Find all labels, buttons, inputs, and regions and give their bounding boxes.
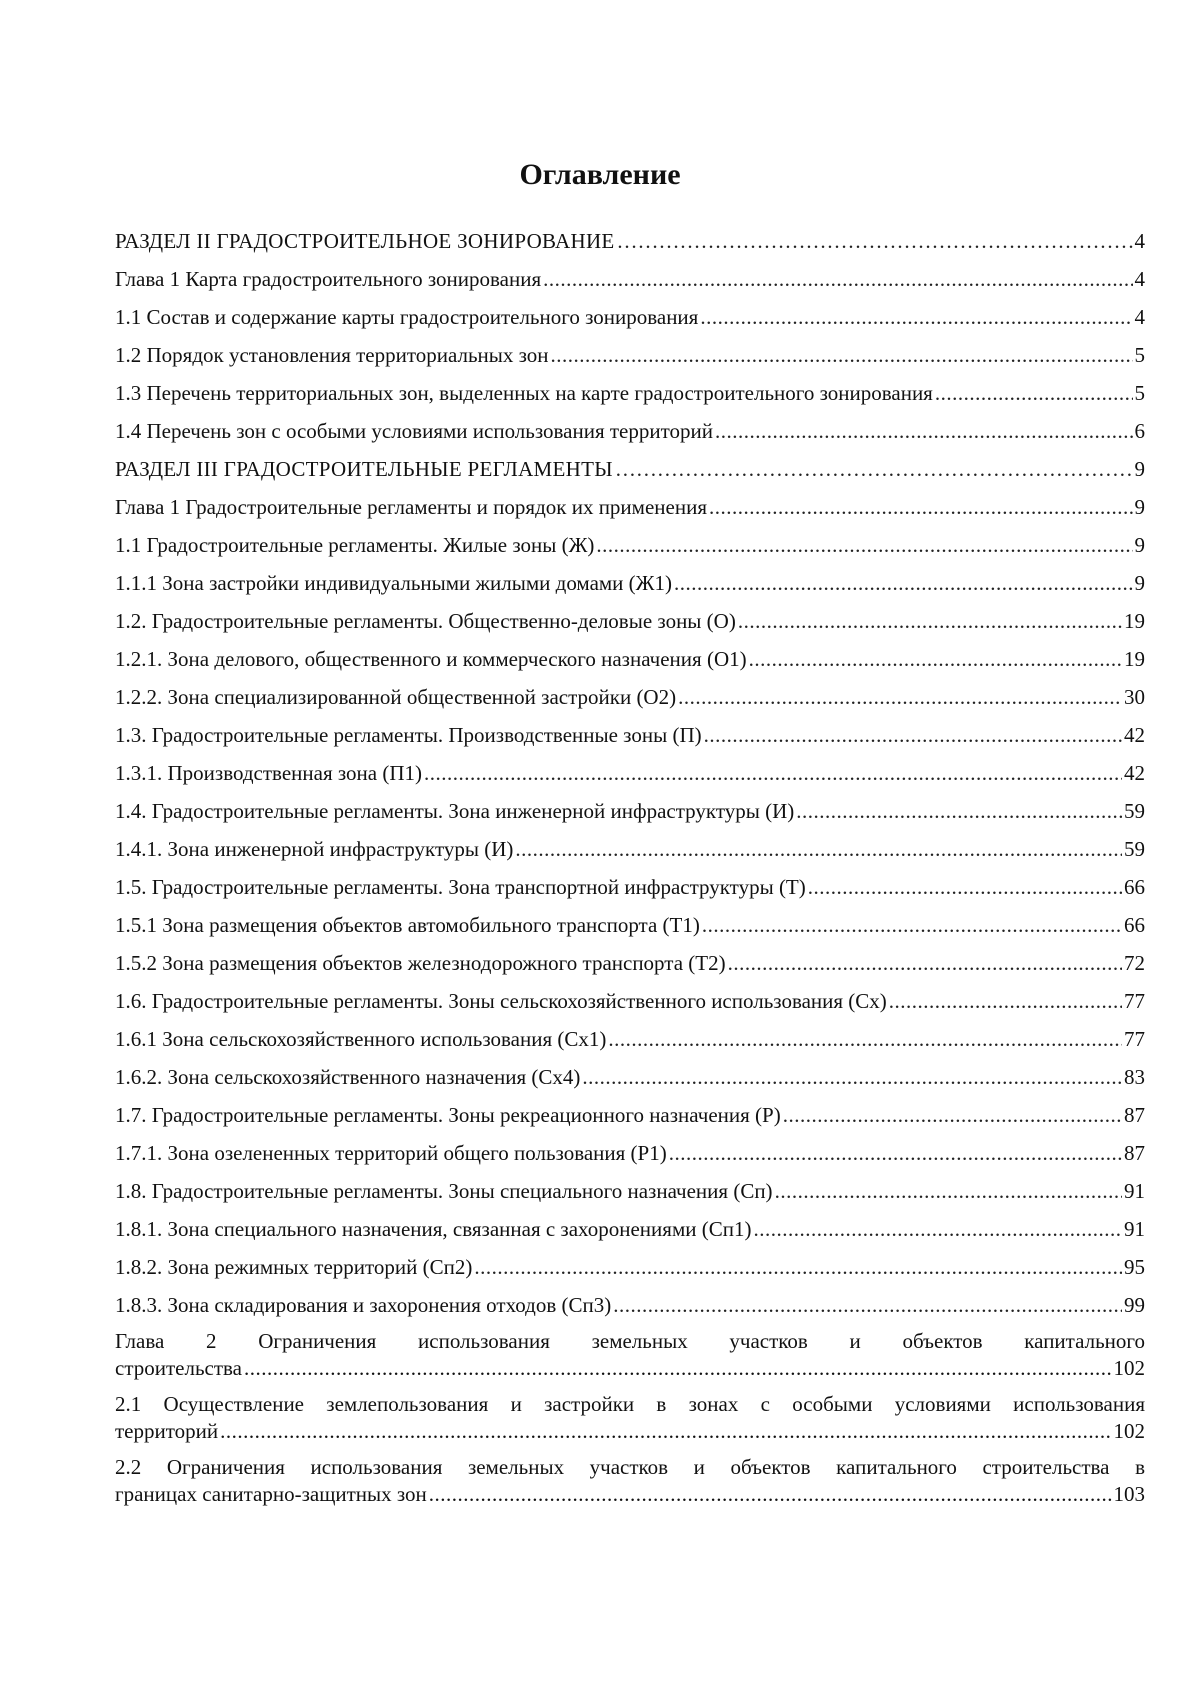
toc-leader-dots	[796, 792, 1122, 830]
toc-entry-page: 87	[1124, 1141, 1145, 1165]
toc-entry[interactable]	[115, 1020, 1145, 1058]
toc-entry-page: 103	[1113, 1482, 1145, 1506]
toc-entry-page: 102	[1113, 1419, 1145, 1443]
toc-entry-page: 72	[1124, 951, 1145, 975]
toc-entry-page: 5	[1134, 381, 1145, 405]
toc-entry[interactable]	[115, 488, 1145, 526]
toc-entry[interactable]	[115, 450, 1145, 488]
toc-entry-multiline[interactable]	[115, 1387, 1145, 1450]
toc-entry-page: 4	[1134, 229, 1145, 253]
toc-entry-page: 9	[1134, 571, 1145, 595]
toc-entry-label: РАЗДЕЛ II ГРАДОСТРОИТЕЛЬНОЕ ЗОНИРОВАНИЕ	[115, 229, 615, 253]
toc-entry[interactable]	[115, 944, 1145, 982]
toc-entry-label: 1.2 Порядок установления территориальных зон	[115, 343, 549, 367]
toc-leader-dots	[702, 906, 1122, 944]
toc-entry[interactable]	[115, 298, 1145, 336]
toc-leader-dots	[244, 1355, 1111, 1382]
toc-entry-page: 66	[1124, 913, 1145, 937]
toc-entry-label: 1.6.2. Зона сельскохозяйственного назначения (Сх4)	[115, 1065, 581, 1089]
toc-entry-page: 102	[1113, 1356, 1145, 1380]
toc-leader-dots	[613, 1286, 1122, 1324]
toc-entry-label: 1.7.1. Зона озелененных территорий общего пользования (Р1)	[115, 1141, 667, 1165]
toc-entry[interactable]	[115, 564, 1145, 602]
toc-entry-label: 1.2.2. Зона специализированной общественной застройки (О2)	[115, 685, 677, 709]
toc-leader-dots	[608, 1020, 1122, 1058]
toc-entry-label: 1.6. Градостроительные регламенты. Зоны сельскохозяйственного использования (Сх)	[115, 989, 887, 1013]
toc-entry[interactable]	[115, 412, 1145, 450]
toc-leader-dots	[935, 374, 1133, 412]
toc-entry-label-line1: Глава 2 Ограничения использования земельных участков и объектов капитального	[115, 1329, 1145, 1353]
toc-entry-label: РАЗДЕЛ III ГРАДОСТРОИТЕЛЬНЫЕ РЕГЛАМЕНТЫ	[115, 457, 613, 481]
toc-entry-label-line1: 2.1 Осуществление землепользования и застройки в зонах с особыми условиями использования	[115, 1392, 1145, 1416]
toc-leader-dots	[749, 640, 1122, 678]
toc-entry-page: 30	[1124, 685, 1145, 709]
toc-entry-label: 1.8.1. Зона специального назначения, связанная с захоронениями (Сп1)	[115, 1217, 752, 1241]
toc-entry-page: 4	[1134, 267, 1145, 291]
toc-entry-label: 1.8. Градостроительные регламенты. Зоны специального назначения (Сп)	[115, 1179, 773, 1203]
toc-entry[interactable]	[115, 1286, 1145, 1324]
toc-entry-label: 1.5.1 Зона размещения объектов автомобильного транспорта (Т1)	[115, 913, 700, 937]
toc-entry[interactable]	[115, 336, 1145, 374]
toc-entry-label: 1.4. Градостроительные регламенты. Зона инженерной инфраструктуры (И)	[115, 799, 795, 823]
toc-entry-label: 1.5. Градостроительные регламенты. Зона транспортной инфраструктуры (Т)	[115, 875, 806, 899]
toc-leader-dots	[474, 1248, 1122, 1286]
toc-entry-page: 42	[1124, 723, 1145, 747]
toc-entry-label: 1.1 Состав и содержание карты градостроительного зонирования	[115, 305, 699, 329]
toc-leader-dots	[515, 830, 1122, 868]
toc-entry-label: 1.4.1. Зона инженерной инфраструктуры (И)	[115, 837, 514, 861]
toc-entry-page: 42	[1124, 761, 1145, 785]
toc-entry-label: 1.1.1 Зона застройки индивидуальными жилыми домами (Ж1)	[115, 571, 672, 595]
toc-entry-label: 1.1 Градостроительные регламенты. Жилые зоны (Ж)	[115, 533, 595, 557]
toc-leader-dots	[596, 526, 1132, 564]
toc-entry-multiline[interactable]	[115, 1324, 1145, 1387]
toc-entry[interactable]	[115, 678, 1145, 716]
toc-entry-page: 5	[1134, 343, 1145, 367]
toc-entry-page: 83	[1124, 1065, 1145, 1089]
toc-leader-dots	[615, 450, 1133, 488]
toc-entry-label: 1.8.3. Зона складирования и захоронения отходов (Сп3)	[115, 1293, 612, 1317]
toc-leader-dots	[728, 944, 1122, 982]
toc-leader-dots	[543, 260, 1132, 298]
toc-entry-page: 59	[1124, 837, 1145, 861]
toc-leader-dots	[889, 982, 1122, 1020]
toc-entry[interactable]	[115, 1172, 1145, 1210]
toc-entry[interactable]	[115, 868, 1145, 906]
toc-leader-dots	[669, 1134, 1122, 1172]
toc-leader-dots	[617, 222, 1133, 260]
toc-entry-label: 1.2.1. Зона делового, общественного и коммерческого назначения (О1)	[115, 647, 747, 671]
toc-entry-page: 99	[1124, 1293, 1145, 1317]
toc-entry-page: 77	[1124, 989, 1145, 1013]
toc-entry-label-line2: строительства	[115, 1356, 243, 1380]
toc-entry[interactable]	[115, 792, 1145, 830]
toc-entry[interactable]	[115, 830, 1145, 868]
toc-entry-label: 1.8.2. Зона режимных территорий (Сп2)	[115, 1255, 473, 1279]
page-title: Оглавление	[519, 158, 681, 191]
toc-entry[interactable]	[115, 716, 1145, 754]
toc-entry[interactable]	[115, 1210, 1145, 1248]
toc-entry[interactable]	[115, 982, 1145, 1020]
toc-leader-dots	[753, 1210, 1122, 1248]
toc-leader-dots	[783, 1096, 1122, 1134]
toc-entry[interactable]	[115, 602, 1145, 640]
toc-entry-page: 59	[1124, 799, 1145, 823]
toc-entry-page: 66	[1124, 875, 1145, 899]
toc-entry-page: 95	[1124, 1255, 1145, 1279]
toc-entry[interactable]	[115, 1096, 1145, 1134]
toc-entry-label-line2: территорий	[115, 1419, 219, 1443]
toc-entry-label: 1.5.2 Зона размещения объектов железнодорожного транспорта (Т2)	[115, 951, 726, 975]
toc-entry[interactable]	[115, 754, 1145, 792]
toc-entry-page: 77	[1124, 1027, 1145, 1051]
toc-entry-label: 1.3.1. Производственная зона (П1)	[115, 761, 423, 785]
toc-entry-page: 91	[1124, 1179, 1145, 1203]
toc-entry[interactable]	[115, 640, 1145, 678]
toc-leader-dots	[551, 336, 1133, 374]
toc-entry-label: 1.2. Градостроительные регламенты. Общественно-деловые зоны (О)	[115, 609, 736, 633]
toc-leader-dots	[429, 1481, 1112, 1508]
toc-leader-dots	[678, 678, 1122, 716]
toc-leader-dots	[715, 412, 1133, 450]
toc-leader-dots	[808, 868, 1122, 906]
toc-entry-label-line1: 2.2 Ограничения использования земельных участков и объектов капитального строительства в	[115, 1455, 1145, 1479]
toc-entry[interactable]	[115, 1134, 1145, 1172]
toc-entry-page: 19	[1124, 647, 1145, 671]
toc-entry[interactable]	[115, 906, 1145, 944]
toc-entry[interactable]	[115, 526, 1145, 564]
toc-entry-page: 4	[1134, 305, 1145, 329]
toc-entry[interactable]	[115, 260, 1145, 298]
toc-entry-page: 87	[1124, 1103, 1145, 1127]
toc-entry-label: Глава 1 Карта градостроительного зонирования	[115, 267, 542, 291]
toc-entry-label: Глава 1 Градостроительные регламенты и порядок их применения	[115, 495, 707, 519]
toc-entry[interactable]	[115, 1058, 1145, 1096]
toc-entry-label: 1.6.1 Зона сельскохозяйственного использования (Сх1)	[115, 1027, 607, 1051]
toc-leader-dots	[709, 488, 1133, 526]
toc-entry-page: 19	[1124, 609, 1145, 633]
toc-entry-page: 9	[1134, 533, 1145, 557]
toc-entry-label: 1.3. Градостроительные регламенты. Производственные зоны (П)	[115, 723, 702, 747]
toc-entry[interactable]	[115, 1248, 1145, 1286]
toc-leader-dots	[704, 716, 1122, 754]
toc-entry-page: 91	[1124, 1217, 1145, 1241]
toc-leader-dots	[700, 298, 1132, 336]
toc-leader-dots	[674, 564, 1133, 602]
toc-entry-page: 6	[1134, 419, 1145, 443]
toc-entry-multiline[interactable]	[115, 1450, 1145, 1513]
toc-leader-dots	[582, 1058, 1122, 1096]
toc-entry[interactable]	[115, 374, 1145, 412]
toc-entry-label: 1.3 Перечень территориальных зон, выделенных на карте градостроительного зонирования	[115, 381, 933, 405]
toc-entry-label-line2: границах санитарно-защитных зон	[115, 1482, 427, 1506]
toc-entry[interactable]	[115, 222, 1145, 260]
toc-leader-dots	[738, 602, 1122, 640]
toc-entry-label: 1.4 Перечень зон с особыми условиями использования территорий	[115, 419, 713, 443]
toc-entry-label: 1.7. Градостроительные регламенты. Зоны рекреационного назначения (Р)	[115, 1103, 781, 1127]
toc-leader-dots	[424, 754, 1122, 792]
table-of-contents	[115, 222, 1145, 1513]
toc-leader-dots	[220, 1418, 1111, 1445]
toc-leader-dots	[775, 1172, 1122, 1210]
toc-entry-page: 9	[1134, 457, 1145, 481]
toc-entry-page: 9	[1134, 495, 1145, 519]
